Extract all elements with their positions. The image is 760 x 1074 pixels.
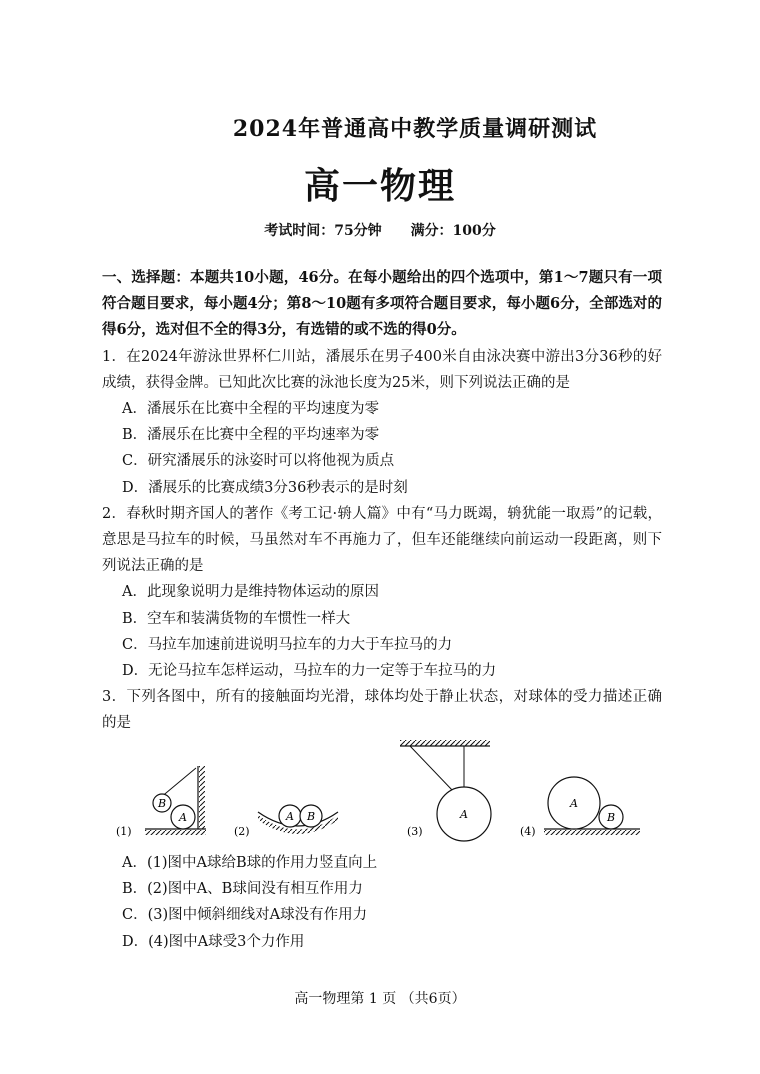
page-footer: 高一物理第 1 页 （共6页） xyxy=(294,991,466,1007)
question-1-option-a: A．潘展乐在比赛中全程的平均速度为零 xyxy=(122,401,379,418)
ball-a-label: A xyxy=(460,808,468,821)
questions-content xyxy=(102,265,662,737)
question-1-option-d: D．潘展乐的比赛成绩3分36秒表示的是时刻 xyxy=(122,479,408,496)
question-3-option-c: C．(3)图中倾斜细线对A球没有作用力 xyxy=(122,907,368,924)
question-3-figures xyxy=(110,736,660,846)
figure-4-label: (4) xyxy=(520,825,536,838)
figure-3 xyxy=(400,740,491,841)
question-2-stem: 2．春秋时期齐国人的著作《考工记·辀人篇》中有“马力既竭，辀犹能一取焉”的记载，意思是马拉车的时候，马虽然对车不再施力了，但车还能继续向前运动一段距离，则下列说法正确的是 xyxy=(102,505,662,575)
question-3-options xyxy=(102,850,662,955)
question-3-stem: 3．下列各图中，所有的接触面均光滑，球体均处于静止状态，对球体的受力描述正确的是 xyxy=(102,689,662,732)
question-1-option-b: B．潘展乐在比赛中全程的平均速率为零 xyxy=(122,427,380,444)
section-instructions: 一、选择题：本题共10小题，46分。在每小题给出的四个选项中，第1～7题只有一项符合题目要求，每小题4分；第8～10题有多项符合题目要求，每小题6分，全部选对的得6分，选对但不全的得3分，有选错的或不选的得0分。 xyxy=(102,269,662,339)
force-diagrams xyxy=(110,736,660,846)
ball-a-label: A xyxy=(286,810,294,823)
question-2-option-b: B．空车和装满货物的车惯性一样大 xyxy=(122,610,351,627)
figure-3-label: (3) xyxy=(407,825,423,838)
ball-b-label: B xyxy=(158,797,167,810)
ball-b-label: B xyxy=(307,810,316,823)
question-1-stem: 1．在2024年游泳世界杯仁川站，潘展乐在男子400米自由泳决赛中游出3分36秒的好成绩，获得金牌。已知此次比赛的泳池长度为25米，则下列说法正确的是 xyxy=(102,348,662,391)
question-2-option-c: C．马拉车加速前进说明马拉车的力大于车拉马的力 xyxy=(122,636,453,653)
figure-1 xyxy=(116,766,206,838)
question-2-option-d: D．无论马拉车怎样运动，马拉车的力一定等于车拉马的力 xyxy=(122,663,497,680)
question-3-option-d: D．(4)图中A球受3个力作用 xyxy=(122,933,305,950)
ball-a-label: A xyxy=(570,797,578,810)
exam-info xyxy=(0,220,760,240)
figure-4 xyxy=(520,777,640,838)
full-score: 满分：100分 xyxy=(410,223,496,239)
figure-1-label: (1) xyxy=(116,825,132,838)
question-3-option-b: B．(2)图中A、B球间没有相互作用力 xyxy=(122,881,363,898)
ball-b-label: B xyxy=(607,811,616,824)
exam-time: 考试时间：75分钟 xyxy=(264,223,382,239)
question-3-option-a: A．(1)图中A球给B球的作用力竖直向上 xyxy=(122,855,378,871)
question-2-option-a: A．此现象说明力是维持物体运动的原因 xyxy=(122,584,379,601)
exam-title: 2024年普通高中教学质量调研测试 xyxy=(232,116,598,142)
ball-a-label: A xyxy=(179,811,187,824)
question-1-option-c: C．研究潘展乐的泳姿时可以将他视为质点 xyxy=(122,453,395,470)
figure-2-label: (2) xyxy=(234,825,250,838)
figure-2 xyxy=(234,805,338,838)
subject-title: 高一物理 xyxy=(303,166,456,207)
